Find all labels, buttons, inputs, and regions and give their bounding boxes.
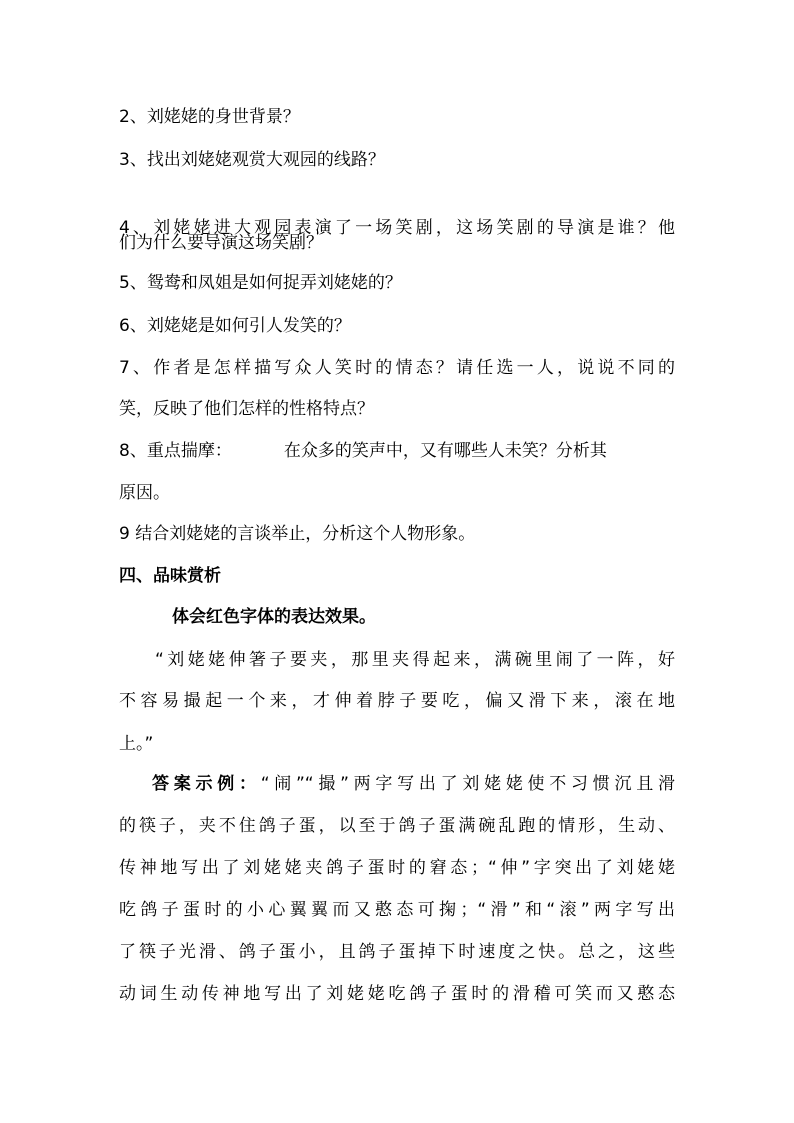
answer-line-6: 动词生动传神地写出了刘姥姥吃鸽子蛋时的滑稽可笑而又憨态 xyxy=(119,984,675,1004)
quote-line-3: 上。” xyxy=(119,734,154,754)
answer-line-5: 了筷子光滑、鸽子蛋小，且鸽子蛋掉下时速度之快。总之，这些 xyxy=(119,942,675,962)
question-8-line-2: 原因。 xyxy=(119,483,170,503)
question-3: 3、找出刘姥姥观赏大观园的线路？ xyxy=(119,150,385,170)
section-subheading: 体会红色字体的表达效果。 xyxy=(172,607,376,627)
question-2: 2、刘姥姥的身世背景？ xyxy=(119,107,300,127)
question-8-label: 8、重点揣摩： xyxy=(119,441,232,461)
question-4-line-2: 们为什么要导演这场笑剧？ xyxy=(119,233,323,253)
answer-line-1 xyxy=(152,773,675,795)
question-4-line-1: 4、刘姥姥进大观园表演了一场笑剧，这场笑剧的导演是谁？他 xyxy=(119,218,675,238)
question-7-line-1: 7、作者是怎样描写众人笑时的情态？请任选一人，说说不同的 xyxy=(119,358,675,378)
question-6: 6、刘姥姥是如何引人发笑的？ xyxy=(119,316,351,336)
answer-label: 答案示例： xyxy=(152,774,261,794)
section-heading: 四、品味赏析 xyxy=(119,566,221,586)
quote-line-1: “刘姥姥伸箸子要夹，那里夹得起来，满碗里闹了一阵，好 xyxy=(155,650,675,670)
answer-line-2: 的筷子，夹不住鸽子蛋，以至于鸽子蛋满碗乱跑的情形，生动、 xyxy=(119,816,675,836)
question-8-text: 在众多的笑声中，又有哪些人未笑？分析其 xyxy=(283,441,607,461)
answer-line-4: 吃鸽子蛋时的小心翼翼而又憨态可掬；“滑”和“滚”两字写出 xyxy=(119,900,675,920)
question-9: 9 结合刘姥姥的言谈举止，分析这个人物形象。 xyxy=(119,524,476,544)
answer-line-1-text: “闹”“撮”两字写出了刘姥姥使不习惯沉且滑 xyxy=(260,774,675,794)
question-7-line-2: 笑，反映了他们怎样的性格特点？ xyxy=(119,399,374,419)
question-5: 5、鸳鸯和凤姐是如何捉弄刘姥姥的？ xyxy=(119,273,402,293)
answer-line-3: 传神地写出了刘姥姥夹鸽子蛋时的窘态；“伸”字突出了刘姥姥 xyxy=(119,858,675,878)
question-8-line-1 xyxy=(119,440,675,462)
quote-line-2: 不容易撮起一个来，才伸着脖子要吃，偏又滑下来，滚在地 xyxy=(119,691,675,711)
